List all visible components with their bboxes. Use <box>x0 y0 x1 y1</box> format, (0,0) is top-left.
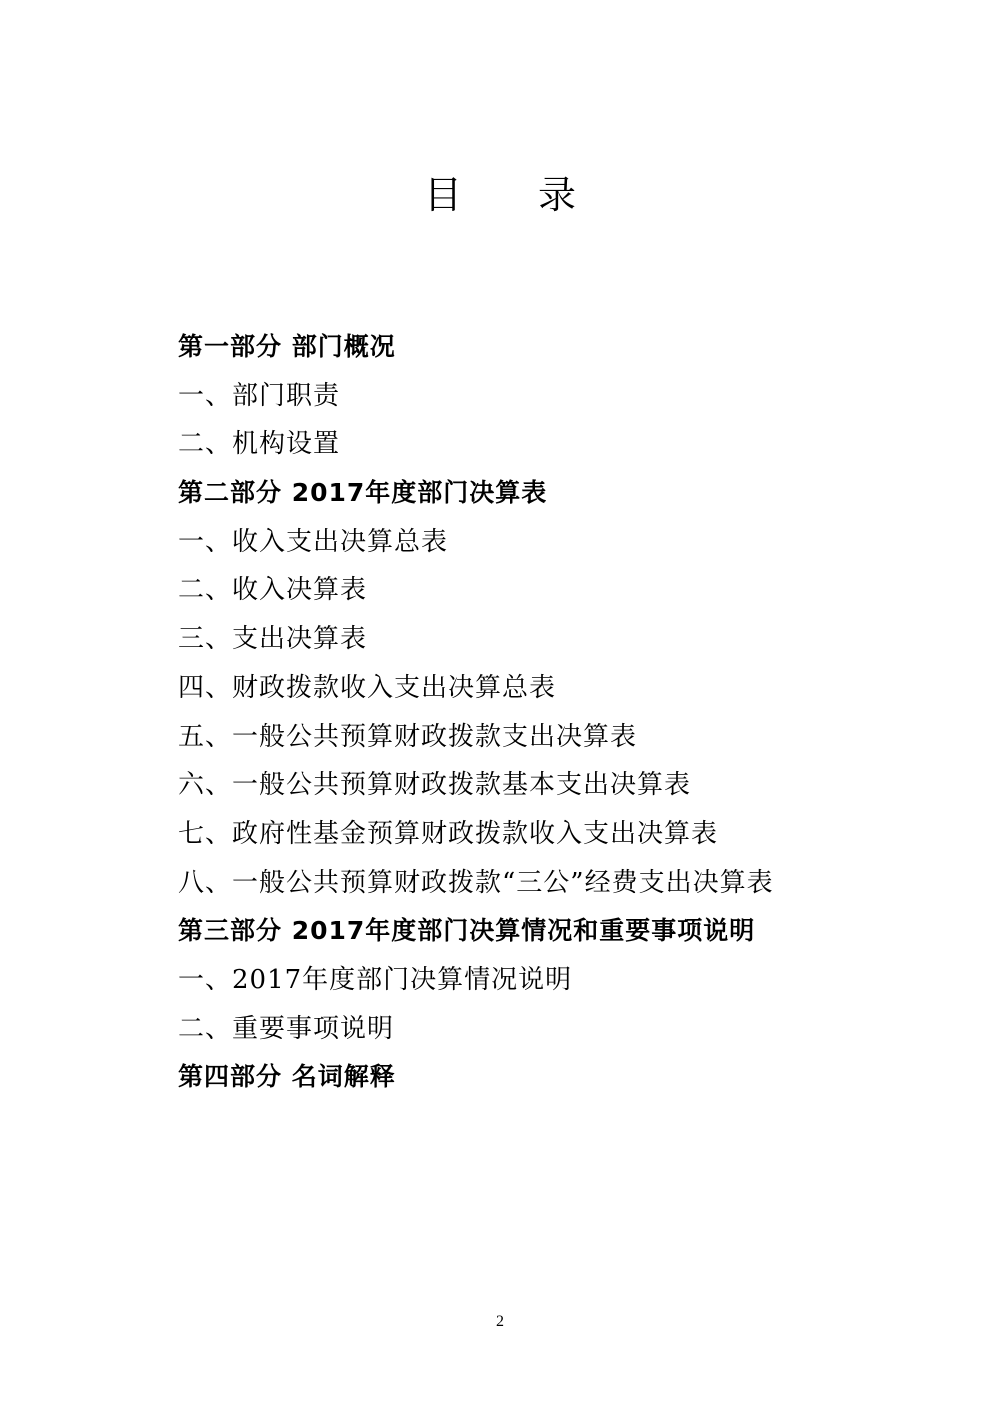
toc-part-3: 第三部分 2017年度部门决算情况和重要事项说明 <box>178 916 756 946</box>
toc-item: 三、支出决算表 <box>178 624 368 655</box>
toc-item: 二、收入决算表 <box>178 575 368 606</box>
toc-item: 一、部门职责 <box>178 380 341 411</box>
toc-item: 四、财政拨款收入支出决算总表 <box>178 672 557 703</box>
toc-item: 八、一般公共预算财政拨款“三公”经费支出决算表 <box>178 867 774 898</box>
toc-item: 六、一般公共预算财政拨款基本支出决算表 <box>178 770 692 801</box>
toc-part-1: 第一部分 部门概况 <box>178 332 396 361</box>
toc-item: 二、重要事项说明 <box>178 1013 395 1044</box>
page-number: 2 <box>496 1313 504 1330</box>
toc-part-2: 第二部分 2017年度部门决算表 <box>178 478 548 508</box>
page-title: 目 录 <box>423 173 609 217</box>
toc-item: 二、机构设置 <box>178 429 341 460</box>
table-of-contents <box>178 323 958 1102</box>
toc-item: 七、政府性基金预算财政拨款收入支出决算表 <box>178 818 719 849</box>
toc-item: 五、一般公共预算财政拨款支出决算表 <box>178 721 638 752</box>
toc-item: 一、收入支出决算总表 <box>178 526 449 557</box>
toc-part-4: 第四部分 名词解释 <box>178 1062 396 1092</box>
toc-item: 一、2017年度部门决算情况说明 <box>178 964 573 995</box>
